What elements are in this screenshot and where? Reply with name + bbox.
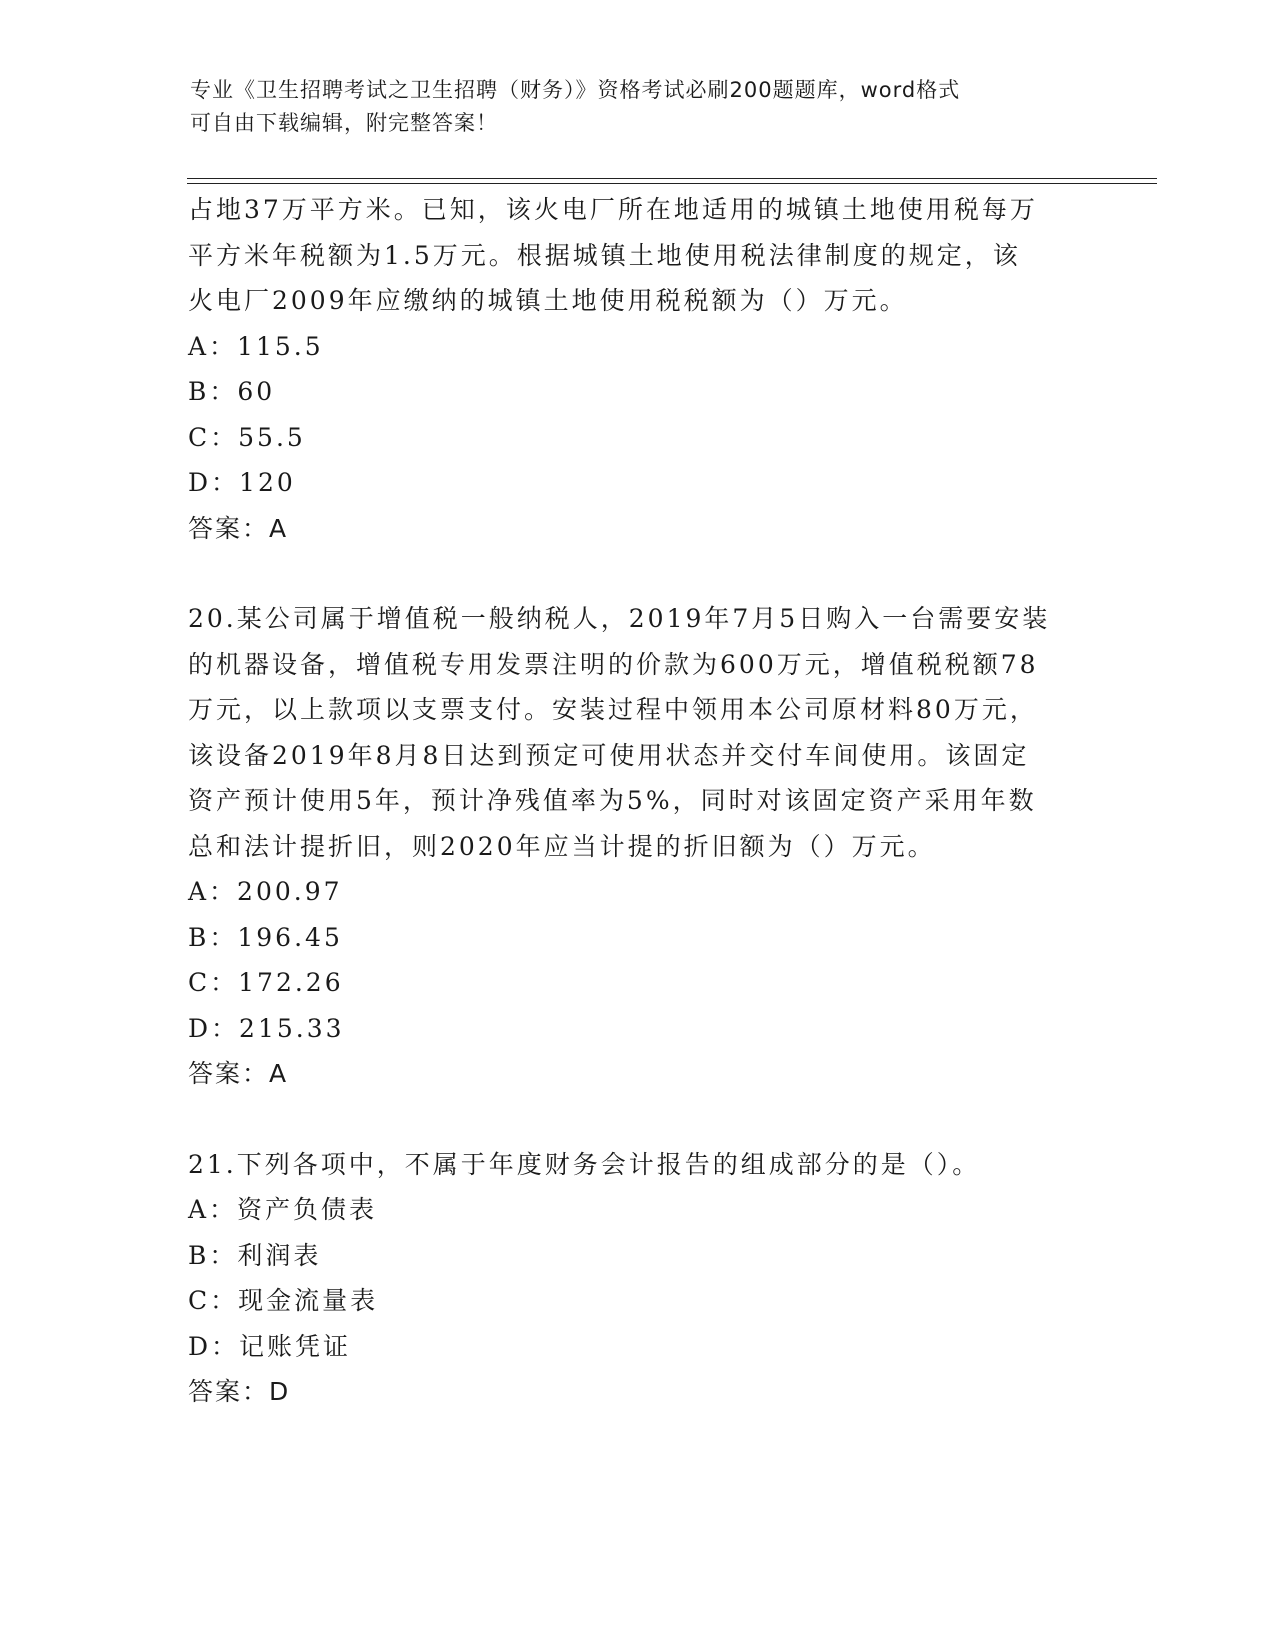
question-21-option-d: D：记账凭证 — [188, 1331, 352, 1361]
question-spacer — [188, 551, 1088, 596]
question-20-option-a: A：200.97 — [188, 877, 343, 906]
question-19-option-b: B：60 — [188, 377, 276, 406]
question-21-text-line-1: 21.下列各项中，不属于年度财务会计报告的组成部分的是（）。 — [188, 1149, 981, 1179]
question-19 — [188, 187, 1088, 551]
question-19-option-d: D：120 — [188, 468, 296, 497]
question-19-answer: 答案：A — [188, 513, 289, 543]
question-20-text-line-3: 万元，以上款项以支票支付。安装过程中领用本公司原材料80万元， — [188, 695, 1038, 724]
question-20-text-line-2: 的机器设备，增值税专用发票注明的价款为600万元，增值税税额78 — [188, 649, 1039, 679]
header-title-line-2: 可自由下载编辑，附完整答案！ — [190, 111, 498, 135]
question-20-text-line-1: 20.某公司属于增值税一般纳税人，2019年7月5日购入一台需要安装 — [188, 604, 1051, 633]
question-21-option-c: C：现金流量表 — [188, 1286, 379, 1315]
question-19-option-c: C：55.5 — [188, 422, 306, 452]
question-21-answer: 答案：D — [188, 1377, 291, 1406]
question-20-text-line-5: 资产预计使用5年，预计净残值率为5%，同时对该固定资产采用年数 — [188, 786, 1037, 815]
question-19-option-a: A：115.5 — [188, 331, 324, 361]
question-20-text-line-4: 该设备2019年8月8日达到预定可使用状态并交付车间使用。该固定 — [188, 740, 1030, 770]
document-header — [190, 74, 1090, 140]
question-21 — [188, 1142, 1088, 1415]
question-20-answer: 答案：A — [188, 1059, 289, 1088]
document-body — [188, 187, 1088, 1415]
question-20-option-d: D：215.33 — [188, 1013, 345, 1043]
question-21-option-b: B：利润表 — [188, 1240, 322, 1270]
header-title-line-1: 专业《卫生招聘考试之卫生招聘（财务）》资格考试必刷200题题库，word格式 — [190, 78, 961, 102]
question-20 — [188, 596, 1088, 1097]
question-20-option-c: C：172.26 — [188, 968, 344, 997]
header-divider-top — [187, 178, 1157, 179]
question-19-text-line-3: 火电厂2009年应缴纳的城镇土地使用税税额为（）万元。 — [188, 286, 908, 315]
question-spacer — [188, 1097, 1088, 1142]
question-19-text-line-1: 占地37万平方米。已知，该火电厂所在地适用的城镇土地使用税每万 — [188, 195, 1038, 224]
question-20-option-b: B：196.45 — [188, 922, 343, 952]
header-divider-bottom — [187, 183, 1157, 184]
question-21-option-a: A：资产负债表 — [188, 1195, 378, 1224]
question-19-text-line-2: 平方米年税额为1.5万元。根据城镇土地使用税法律制度的规定，该 — [188, 240, 1021, 270]
question-20-text-line-6: 总和法计提折旧，则2020年应当计提的折旧额为（）万元。 — [188, 831, 936, 861]
